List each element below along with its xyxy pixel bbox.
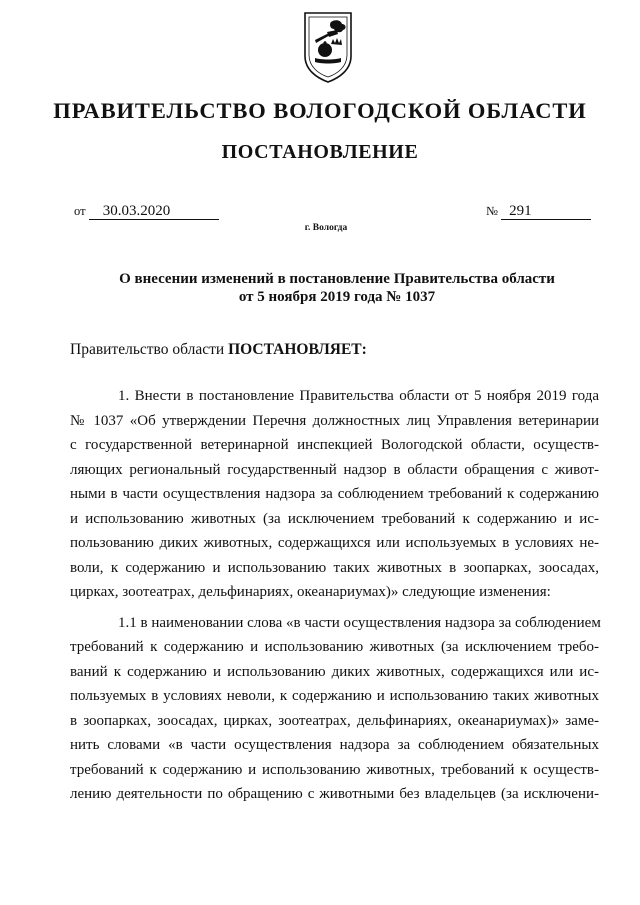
text-line: в зоопарках, зоосадах, цирках, зоотеатрах, дельфинариях, океанариумах)» заме-: [70, 712, 599, 729]
preamble-text: Правительство области: [70, 341, 229, 358]
government-name: ПРАВИТЕЛЬСТВО ВОЛОГОДСКОЙ ОБЛАСТИ: [53, 98, 587, 123]
coat-of-arms-icon: [301, 10, 355, 84]
text-line: № 1037 «Об утверждении Перечня должностных лиц Управления ветеринарии: [70, 412, 599, 429]
number-field: [486, 203, 591, 220]
text-line: пользуемых в условиях неволи, к содержанию и использованию таких животных: [70, 688, 599, 704]
number-prefix: №: [486, 204, 498, 218]
subject-line: от 5 ноября 2019 года № 1037: [238, 289, 436, 305]
text-line: 1. Внести в постановление Правительства области от 5 ноября 2019 года: [118, 388, 599, 404]
document-number: 291: [501, 203, 591, 220]
preamble-verb: ПОСТАНОВЛЯЕТ:: [228, 341, 367, 358]
document-body: [70, 384, 599, 807]
text-line: с государственной ветеринарной инспекцией Вологодской области, осуществ-: [70, 437, 599, 453]
date-prefix: от: [74, 204, 86, 218]
text-line: и использованию животных (за исключением требований к содержанию и ис-: [70, 510, 599, 527]
date-field: [74, 203, 219, 220]
text-line: ваний к содержанию и использованию диких животных, содержащихся или ис-: [70, 663, 599, 680]
paragraph-2: [70, 611, 599, 807]
subject-line: О внесении изменений в постановление Правительства области: [119, 271, 555, 287]
document-type: ПОСТАНОВЛЕНИЕ: [221, 141, 419, 163]
text-line: ными в части осуществления надзора за соблюдением требований к содержанию: [70, 486, 599, 502]
text-line: ляющих региональный государственный надзор в области обращения с живот-: [70, 461, 599, 478]
text-line: нить словами «в части осуществления надзора за соблюдением обязательных: [70, 737, 599, 753]
text-line: цирках, зоотеатрах, дельфинариях, океанариумах)» следующие изменения:: [70, 584, 551, 600]
text-line: требований к содержанию и использованию животных (за исключением требо-: [70, 639, 599, 655]
paragraph-1: [70, 384, 599, 605]
text-line: требований к содержанию и использованию животных, требований к осуществ-: [70, 761, 599, 778]
text-line: 1.1 в наименовании слова «в части осуществления надзора за соблюдением: [118, 614, 601, 631]
text-line: лению деятельности по обращению с животными без владельцев (за исключени-: [70, 786, 599, 802]
document-date: 30.03.2020: [89, 203, 219, 220]
city-label: г. Вологда: [304, 223, 348, 233]
text-line: воли, к содержанию и использованию таких животных в зоопарках, зоосадах,: [70, 559, 599, 576]
document-subject: [70, 270, 604, 306]
text-line: пользованию диких животных, содержащихся или используемых в условиях не-: [70, 535, 599, 551]
preamble: [70, 341, 367, 359]
